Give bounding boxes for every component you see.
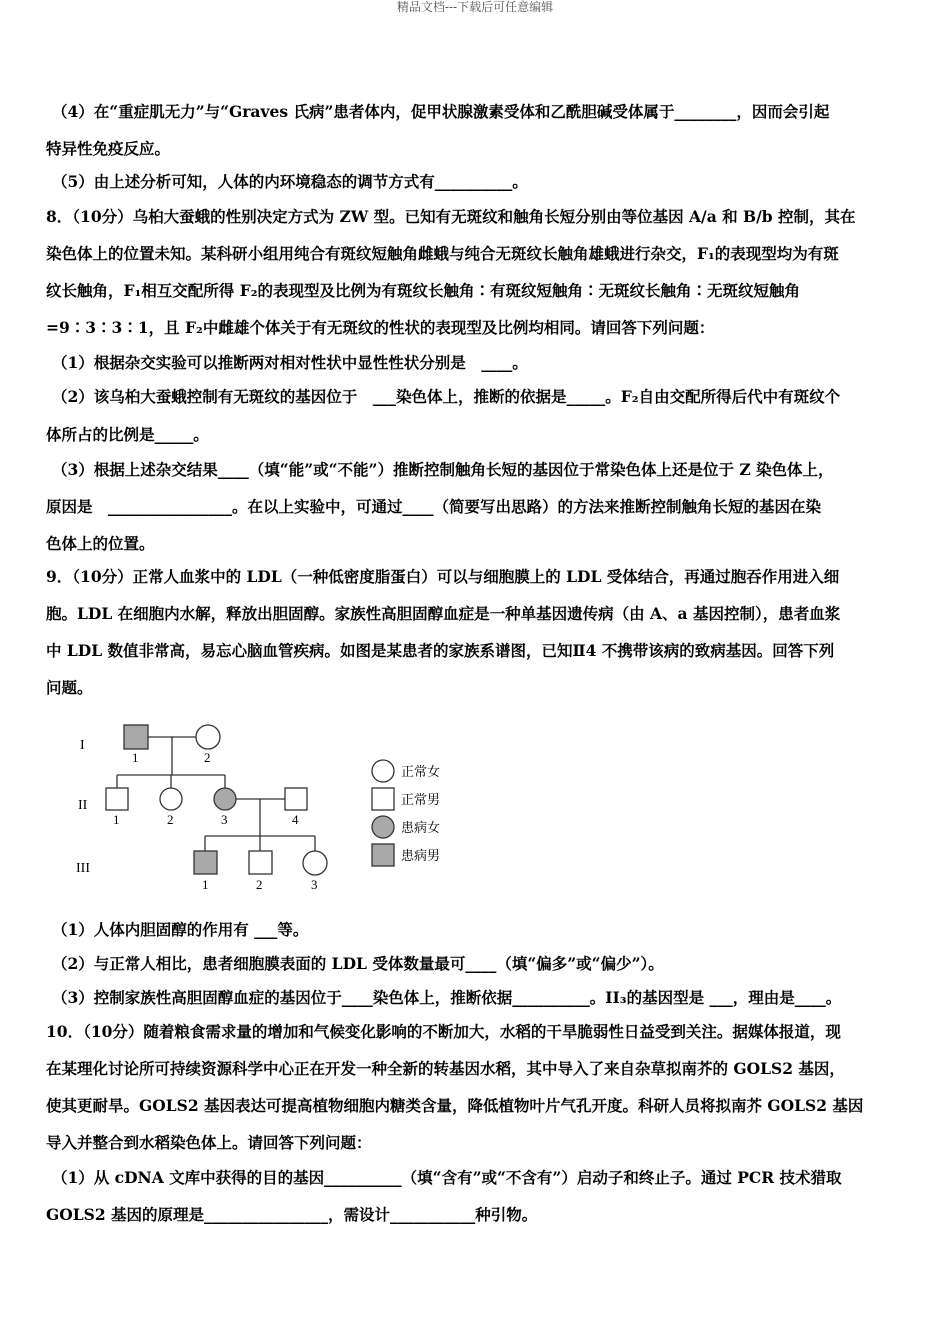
affected-male-symbol [124, 725, 148, 749]
text-line: （5）由上述分析可知，人体的内环境稳态的调节方式有__________。 [52, 172, 528, 191]
legend-affected-female-symbol [372, 816, 394, 838]
text-line: 问题。 [46, 678, 93, 697]
legend-label: 患病男 [401, 848, 441, 863]
text-line: 染色体上的位置未知。某科研小组用纯合有斑纹短触角雌蛾与纯合无斑纹长触角雄蛾进行杂交，F₁的表现型均为有斑 [46, 244, 839, 263]
question-8-title: 8．（10分）乌桕大蚕蛾的性别决定方式为 ZW 型。已知有无斑纹和触角长短分别由等位基因 A/a 和 B/b 控制，其在 [46, 207, 856, 226]
legend-normal-female-symbol [372, 760, 394, 782]
question-9-title: 9．（10分）正常人血浆中的 LDL（一种低密度脂蛋白）可以与细胞膜上的 LDL 受体结合，再通过胞吞作用进入细 [46, 567, 840, 586]
normal-male-symbol [285, 788, 307, 810]
text-line: 中 LDL 数值非常高，易忘心脑血管疾病。如图是某患者的家族系谱图，已知Ⅱ4 不携带该病的致病基因。回答下列 [46, 641, 835, 660]
normal-female-symbol [160, 788, 182, 810]
text-line: 使其更耐旱。GOLS2 基因表达可提高植物细胞内糖类含量，降低植物叶片气孔开度。科研人员将拟南芥 GOLS2 基因 [46, 1096, 864, 1115]
legend-label: 患病女 [401, 820, 441, 835]
text-line: 体所占的比例是_____。 [46, 425, 209, 444]
legend-affected-male-symbol [372, 844, 394, 866]
individual-number: 1 [132, 750, 139, 765]
text-line: （2）与正常人相比，患者细胞膜表面的 LDL 受体数量最可____（填“偏多”或“偏少”）。 [52, 954, 664, 973]
generation-label: I [80, 738, 85, 753]
affected-female-symbol [214, 788, 236, 810]
legend-label: 正常男 [401, 792, 441, 807]
text-line: （1）人体内胆固醇的作用有 ___等。 [52, 920, 309, 939]
generation-label: II [78, 798, 88, 813]
individual-number: 3 [221, 812, 228, 827]
individual-number: 2 [256, 877, 263, 892]
text-line: 特异性免疫反应。 [46, 139, 171, 158]
individual-number: 2 [204, 750, 211, 765]
legend-normal-male-symbol [372, 788, 394, 810]
page-header: 精品文档---下载后可任意编辑 [396, 0, 554, 14]
individual-number: 4 [292, 812, 299, 827]
text-line: 在某理化讨论所可持续资源科学中心正在开发一种全新的转基因水稻，其中导入了来自杂草拟南芥的 GOLS2 基因， [46, 1059, 845, 1078]
normal-male-symbol [106, 788, 128, 810]
individual-number: 2 [167, 812, 174, 827]
text-line: 原因是 ________________。在以上实验中，可通过____（简要写出思路）的方法来推断控制触角长短的基因在染 [46, 497, 822, 516]
individual-number: 3 [311, 877, 318, 892]
text-line: GOLS2 基因的原理是________________，需设计___________种引物。 [46, 1205, 538, 1224]
text-line: （3）控制家族性高胆固醇血症的基因位于____染色体上，推断依据__________。II₃的基因型是 ___，理由是____。 [52, 988, 842, 1007]
text-line: 胞。LDL 在细胞内水解，释放出胆固醇。家族性高胆固醇血症是一种单基因遗传病（由 A、a 基因控制），患者血浆 [46, 604, 841, 623]
affected-male-symbol [194, 851, 217, 874]
legend-label: 正常女 [401, 764, 441, 779]
text-line: （2）该乌桕大蚕蛾控制有无斑纹的基因位于 ___染色体上，推断的依据是_____。F₂自由交配所得后代中有斑纹个 [52, 387, 841, 406]
generation-label: III [76, 861, 90, 876]
text-line: 纹长触角，F₁相互交配所得 F₂的表现型及比例为有斑纹长触角∶有斑纹短触角∶无斑纹长触角∶无斑纹短触角 [46, 281, 800, 300]
normal-male-symbol [249, 851, 272, 874]
text-line: （1）从 cDNA 文库中获得的目的基因__________（填“含有”或“不含有”）启动子和终止子。通过 PCR 技术猎取 [52, 1168, 842, 1187]
text-line: 色体上的位置。 [46, 534, 155, 553]
text-line: （4）在“重症肌无力”与“Graves 氏病”患者体内，促甲状腺激素受体和乙酰胆碱受体属于________，因而会引起 [52, 102, 830, 121]
question-10-title: 10．（10分）随着粮食需求量的增加和气候变化影响的不断加大，水稻的干旱脆弱性日益受到关注。据媒体报道，现 [46, 1022, 841, 1041]
pedigree-diagram [70, 716, 470, 896]
text-line: =9∶3∶3∶1，且 F₂中雌雄个体关于有无斑纹的性状的表现型及比例均相同。请回答下列问题： [46, 318, 715, 337]
individual-number: 1 [202, 877, 209, 892]
normal-female-symbol [196, 725, 220, 749]
text-line: 导入并整合到水稻染色体上。请回答下列问题： [46, 1133, 372, 1152]
normal-female-symbol [303, 851, 327, 875]
individual-number: 1 [113, 812, 120, 827]
text-line: （1）根据杂交实验可以推断两对相对性状中显性性状分别是 ____。 [52, 353, 528, 372]
text-line: （3）根据上述杂交结果____（填“能”或“不能”）推断控制触角长短的基因位于常染色体上还是位于 Z 染色体上， [52, 460, 834, 479]
